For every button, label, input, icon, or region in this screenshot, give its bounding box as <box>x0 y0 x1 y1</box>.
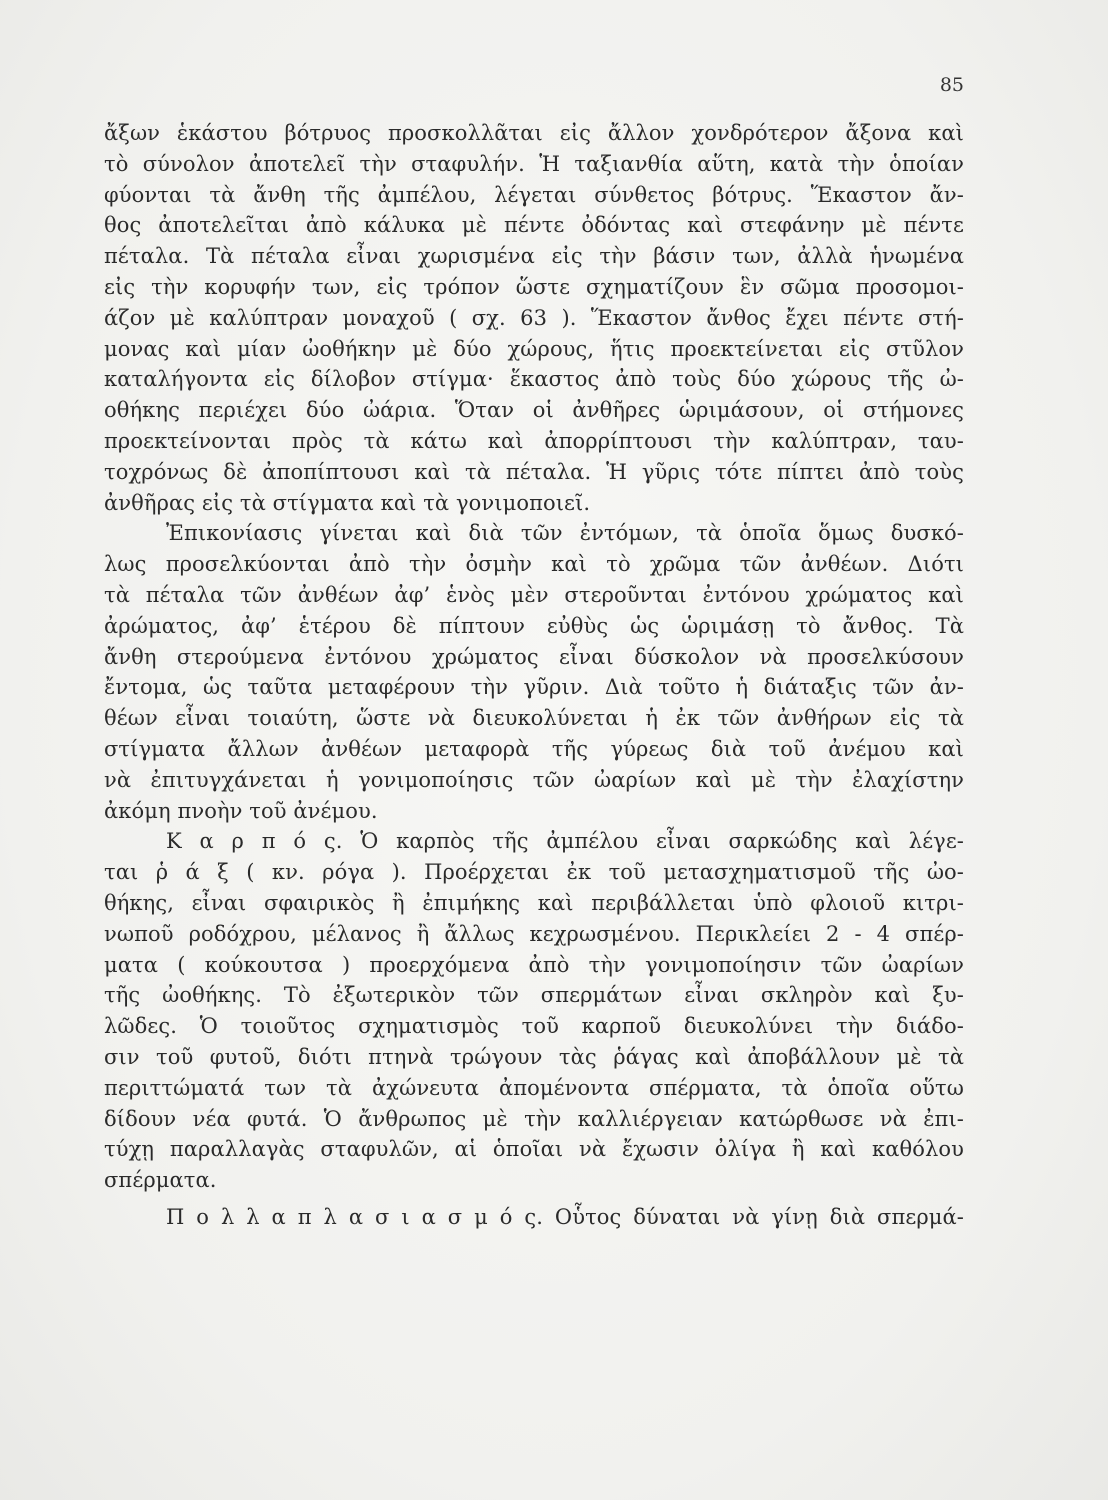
text-line: ἄνθη στερούμενα ἐντόνου χρώματος εἶναι δύσκολον νὰ προσελκύσουν <box>104 644 964 669</box>
text-line: λως προσελκύονται ἀπὸ τὴν ὀσμὴν καὶ τὸ χρῶμα τῶν ἀνθέων. Διότι <box>104 552 964 577</box>
text-line: άζον μὲ καλύπτραν μοναχοῦ ( σχ. 63 ). Ἕκαστον ἄνθος ἔχει πέντε στή- <box>104 305 964 330</box>
text-line: προεκτείνονται πρὸς τὰ κάτω καὶ ἀπορρίπτουσι τὴν καλύπτραν, ταυ- <box>104 428 964 453</box>
text-line: ἀρώματος, ἀφ’ ἑτέρου δὲ πίπτουν εὐθὺς ὡς ὡριμάσῃ τὸ ἄνθος. Τὰ <box>104 613 964 638</box>
text-line: ἀκόμη πνοὴν τοῦ ἀνέμου. <box>104 798 378 823</box>
section-heading-karpos: Κ α ρ π ό ς. Ὁ καρπὸς τῆς ἀμπέλου εἶναι σαρκώδης καὶ λέγε- <box>166 829 964 854</box>
text-line: τὸ σύνολον ἀποτελεῖ τὴν σταφυλήν. Ἡ ταξιανθία αὕτη, κατὰ τὴν ὁποίαν <box>104 151 964 176</box>
text-line: καταλήγοντα εἰς δίλοβον στίγμα· ἕκαστος ἀπὸ τοὺς δύο χώρους τῆς ὠ- <box>104 367 964 392</box>
text-line: μονας καὶ μίαν ὠοθήκην μὲ δύο χώρους, ἥτις προεκτείνεται εἰς στῦλον <box>104 336 964 361</box>
text-line: θέων εἶναι τοιαύτη, ὥστε νὰ διευκολύνεται ἡ ἐκ τῶν ἀνθήρων εἰς τὰ <box>104 706 964 731</box>
body-text <box>104 118 964 1233</box>
text-line: ματα ( κούκουτσα ) προερχόμενα ἀπὸ τὴν γονιμοποίησιν τῶν ὠαρίων <box>104 952 964 977</box>
text-line: νωποῦ ροδόχρου, μέλανος ἢ ἄλλως κεχρωσμένου. Περικλείει 2 - 4 σπέρ- <box>104 921 964 946</box>
text-line: δίδουν νέα φυτά. Ὁ ἄνθρωπος μὲ τὴν καλλιέργειαν κατώρθωσε νὰ ἐπι- <box>104 1106 964 1131</box>
text-line: στίγματα ἄλλων ἀνθέων μεταφορὰ τῆς γύρεως διὰ τοῦ ἀνέμου καὶ <box>104 736 964 761</box>
text-line: ἀνθῆρας εἰς τὰ στίγματα καὶ τὰ γονιμοποιεῖ. <box>104 490 591 515</box>
text-line: πέταλα. Τὰ πέταλα εἶναι χωρισμένα εἰς τὴν βάσιν των, ἀλλὰ ἡνωμένα <box>104 244 964 269</box>
text-line: εἰς τὴν κορυφήν των, εἰς τρόπον ὥστε σχηματίζουν ἓν σῶμα προσομοι- <box>104 274 964 299</box>
text-line: οθήκης περιέχει δύο ὠάρια. Ὅταν οἱ ἀνθῆρες ὡριμάσουν, οἱ στήμονες <box>104 398 964 423</box>
text-line: θος ἀποτελεῖται ἀπὸ κάλυκα μὲ πέντε ὀδόντας καὶ στεφάνην μὲ πέντε <box>104 213 964 238</box>
text-line: ἔντομα, ὡς ταῦτα μεταφέρουν τὴν γῦριν. Διὰ τοῦτο ἡ διάταξις τῶν ἀν- <box>104 675 964 700</box>
text-line: σπέρματα. <box>104 1168 217 1193</box>
text-line: τῆς ὠοθήκης. Τὸ ἐξωτερικὸν τῶν σπερμάτων εἶναι σκληρὸν καὶ ξυ- <box>104 983 964 1008</box>
text-line: ται ῥ ά ξ ( κν. ρόγα ). Προέρχεται ἐκ τοῦ μετασχηματισμοῦ τῆς ὠο- <box>104 860 964 885</box>
text-line: τοχρόνως δὲ ἀποπίπτουσι καὶ τὰ πέταλα. Ἡ γῦρις τότε πίπτει ἀπὸ τοὺς <box>104 459 964 484</box>
text-line: λῶδες. Ὁ τοιοῦτος σχηματισμὸς τοῦ καρποῦ διευκολύνει τὴν διάδο- <box>104 1014 964 1039</box>
page-number: 85 <box>939 74 964 96</box>
paragraph-start-line: Ἐπικονίασις γίνεται καὶ διὰ τῶν ἐντόμων, τὰ ὁποῖα ὅμως δυσκό- <box>166 521 964 546</box>
text-line: τὰ πέταλα τῶν ἀνθέων ἀφ’ ἑνὸς μὲν στεροῦνται ἐντόνου χρώματος καὶ <box>104 582 964 607</box>
text-line: περιττώματά των τὰ ἀχώνευτα ἀπομένοντα σπέρματα, τὰ ὁποῖα οὕτω <box>104 1075 964 1100</box>
text-line: φύονται τὰ ἄνθη τῆς ἀμπέλου, λέγεται σύνθετος βότρυς. Ἕκαστον ἄν- <box>104 182 964 207</box>
text-line: θήκης, εἶναι σφαιρικὸς ἢ ἐπιμήκης καὶ περιβάλλεται ὑπὸ φλοιοῦ κιτρι- <box>104 890 964 915</box>
text-line: νὰ ἐπιτυγχάνεται ἡ γονιμοποίησις τῶν ὠαρίων καὶ μὲ τὴν ἐλαχίστην <box>104 767 964 792</box>
text-line: σιν τοῦ φυτοῦ, διότι πτηνὰ τρώγουν τὰς ῥάγας καὶ ἀποβάλλουν μὲ τὰ <box>104 1044 964 1069</box>
text-line: ἄξων ἑκάστου βότρυος προσκολλᾶται εἰς ἄλλον χονδρότερον ἄξονα καὶ <box>104 121 964 145</box>
section-heading-pollaplasiasmos: Π ο λ λ α π λ α σ ι α σ μ ό ς. Οὗτος δύναται νὰ γίνῃ διὰ σπερμά- <box>166 1204 964 1229</box>
text-line: τύχῃ παραλλαγὰς σταφυλῶν, αἱ ὁποῖαι νὰ ἔχωσιν ὀλίγα ἢ καὶ καθόλου <box>104 1137 964 1162</box>
